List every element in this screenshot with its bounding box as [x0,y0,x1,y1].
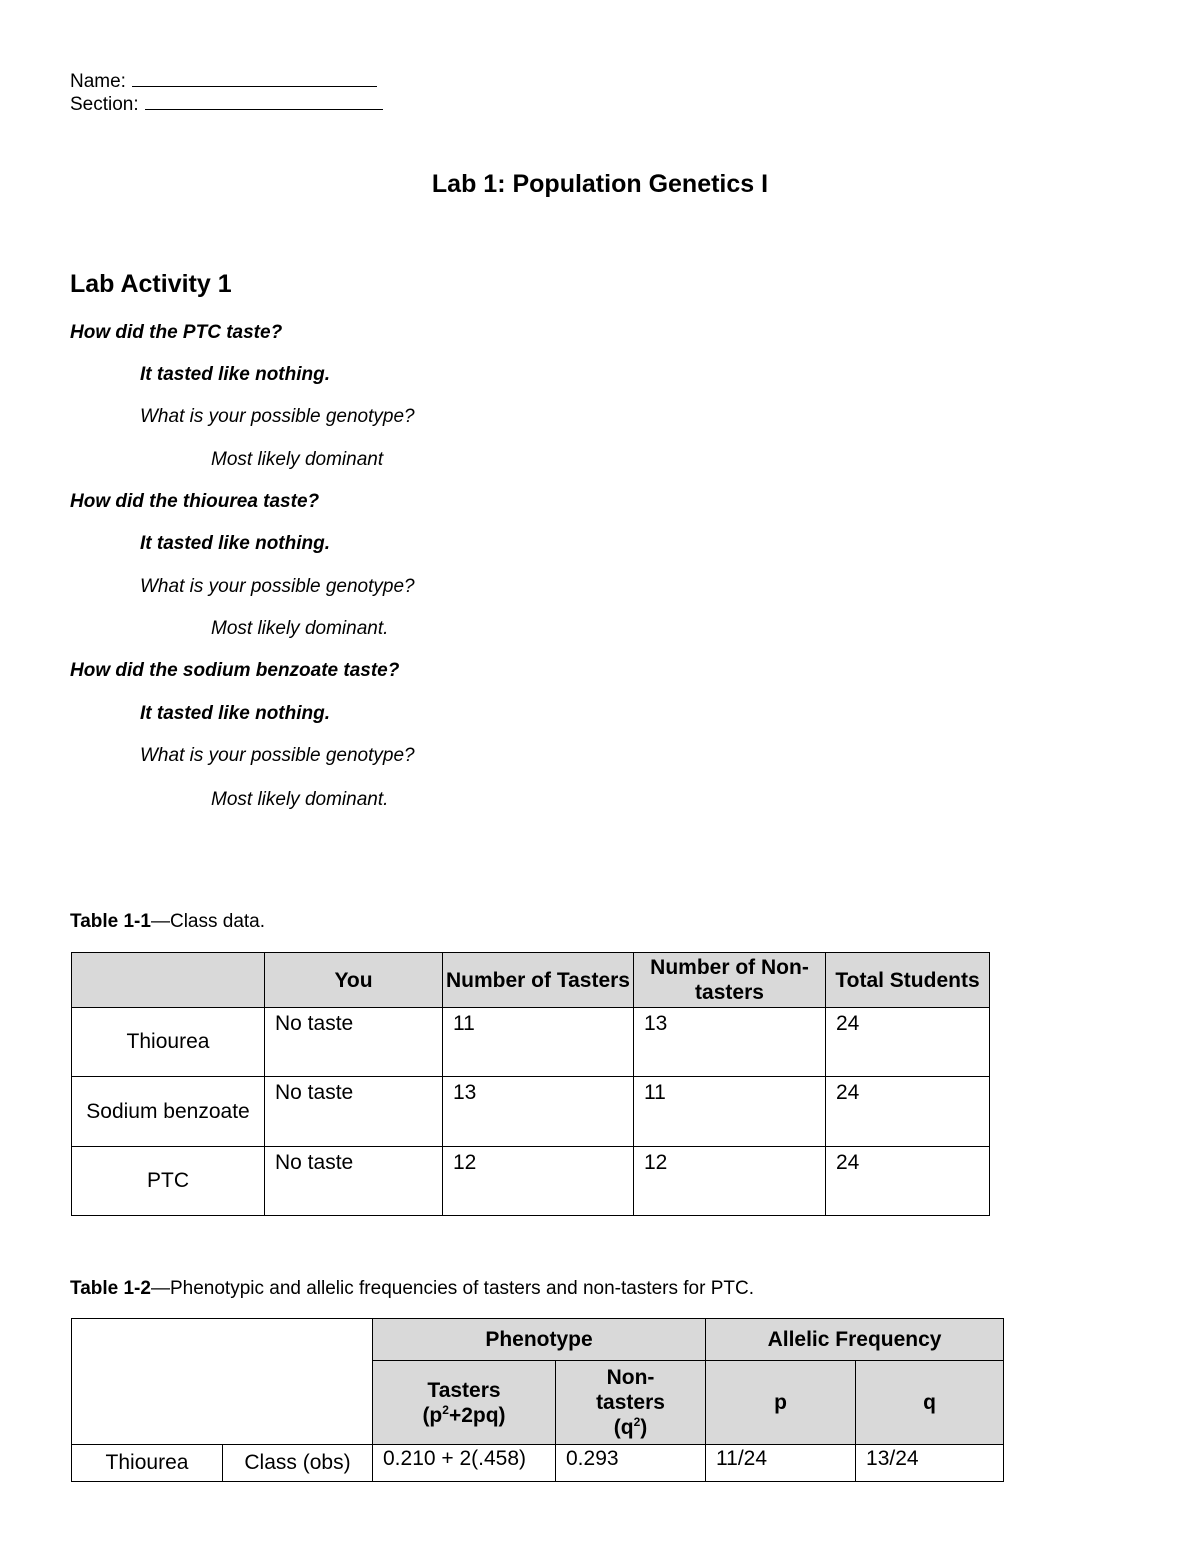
genotype-answer-ptc: Most likely dominant [211,449,384,470]
header-tasters-label: Tasters [427,1378,501,1402]
cell-tasters[interactable]: 13 [443,1077,634,1147]
cell-non-tasters[interactable]: 12 [634,1147,826,1216]
section-field [70,94,383,116]
cell-total[interactable]: 24 [826,1077,990,1147]
table2-caption [70,1278,754,1300]
section-label: Section: [70,94,139,115]
row-label: Thiourea [72,1008,265,1077]
cell-you[interactable]: No taste [265,1008,443,1077]
name-blank[interactable] [132,71,377,87]
table-row [72,1147,990,1216]
genotype-answer-thiourea: Most likely dominant. [211,618,389,639]
genotype-question-thiourea: What is your possible genotype? [140,576,415,597]
question-ptc: How did the PTC taste? [70,322,283,343]
cell-tasters[interactable]: 0.210 + 2(.458) [373,1445,556,1482]
table1-caption-text: —Class data. [150,911,266,932]
answer-sodium-benzoate: It tasted like nothing. [140,703,331,724]
table-header-row [72,1319,1004,1361]
cell-you[interactable]: No taste [265,1147,443,1216]
name-label: Name: [70,71,126,92]
table-row [72,1077,990,1147]
header-non-line1: Non- [606,1366,655,1389]
answer-ptc: It tasted like nothing. [140,364,331,385]
formula-close: ) [640,1416,648,1439]
answer-thiourea: It tasted like nothing. [140,533,331,554]
header-phenotype: Phenotype [373,1319,706,1361]
header-non-tasters [556,1361,706,1445]
table-header-non-tasters: Number of Non-tasters [634,953,826,1008]
table-header-you: You [265,953,443,1008]
header-p: p [706,1361,856,1445]
row-label: PTC [72,1147,265,1216]
genotype-question-sodium-benzoate: What is your possible genotype? [140,745,415,766]
name-field [70,71,377,93]
table2-label: Table 1-2 [70,1278,151,1299]
question-thiourea: How did the thiourea taste? [70,491,320,512]
header-tasters [373,1361,556,1445]
cell-tasters[interactable]: 12 [443,1147,634,1216]
table-header-row [72,953,990,1008]
formula-p: (p [422,1403,443,1427]
table-header-tasters: Number of Tasters [443,953,634,1008]
header-non-formula [614,1416,648,1439]
formula-rest: +2pq) [448,1403,506,1427]
formula-sup: 2 [442,1402,449,1417]
formula-q-sup: 2 [633,1415,641,1429]
cell-tasters[interactable]: 11 [443,1008,634,1077]
table-header-total: Total Students [826,953,990,1008]
activity-heading: Lab Activity 1 [70,270,232,298]
frequency-table [71,1318,1004,1482]
row-label: Sodium benzoate [72,1077,265,1147]
formula-q: (q [613,1416,634,1439]
header-allelic-frequency: Allelic Frequency [706,1319,1004,1361]
class-data-table [71,952,990,1216]
genotype-question-ptc: What is your possible genotype? [140,406,415,427]
cell-q[interactable]: 13/24 [856,1445,1004,1482]
header-non-line2: tasters [596,1391,665,1414]
cell-non-tasters[interactable]: 13 [634,1008,826,1077]
table1-label: Table 1-1 [70,911,151,932]
table-header-blank [72,1319,373,1445]
row-label: Thiourea [72,1445,223,1482]
cell-you[interactable]: No taste [265,1077,443,1147]
table2-caption-text: —Phenotypic and allelic frequencies of tasters and non-tasters for PTC. [150,1278,754,1299]
genotype-answer-sodium-benzoate: Most likely dominant. [211,789,389,810]
cell-p[interactable]: 11/24 [706,1445,856,1482]
header-q: q [856,1361,1004,1445]
header-tasters-formula [422,1404,505,1427]
table-row [72,1008,990,1077]
question-sodium-benzoate: How did the sodium benzoate taste? [70,660,400,681]
cell-non-tasters[interactable]: 11 [634,1077,826,1147]
page-title: Lab 1: Population Genetics I [431,170,769,198]
table-row [72,1445,1004,1482]
row-type: Class (obs) [223,1445,373,1482]
section-blank[interactable] [145,94,383,110]
cell-total[interactable]: 24 [826,1008,990,1077]
table1-caption [70,911,265,933]
table-header-blank [72,953,265,1008]
cell-total[interactable]: 24 [826,1147,990,1216]
cell-non-tasters[interactable]: 0.293 [556,1445,706,1482]
